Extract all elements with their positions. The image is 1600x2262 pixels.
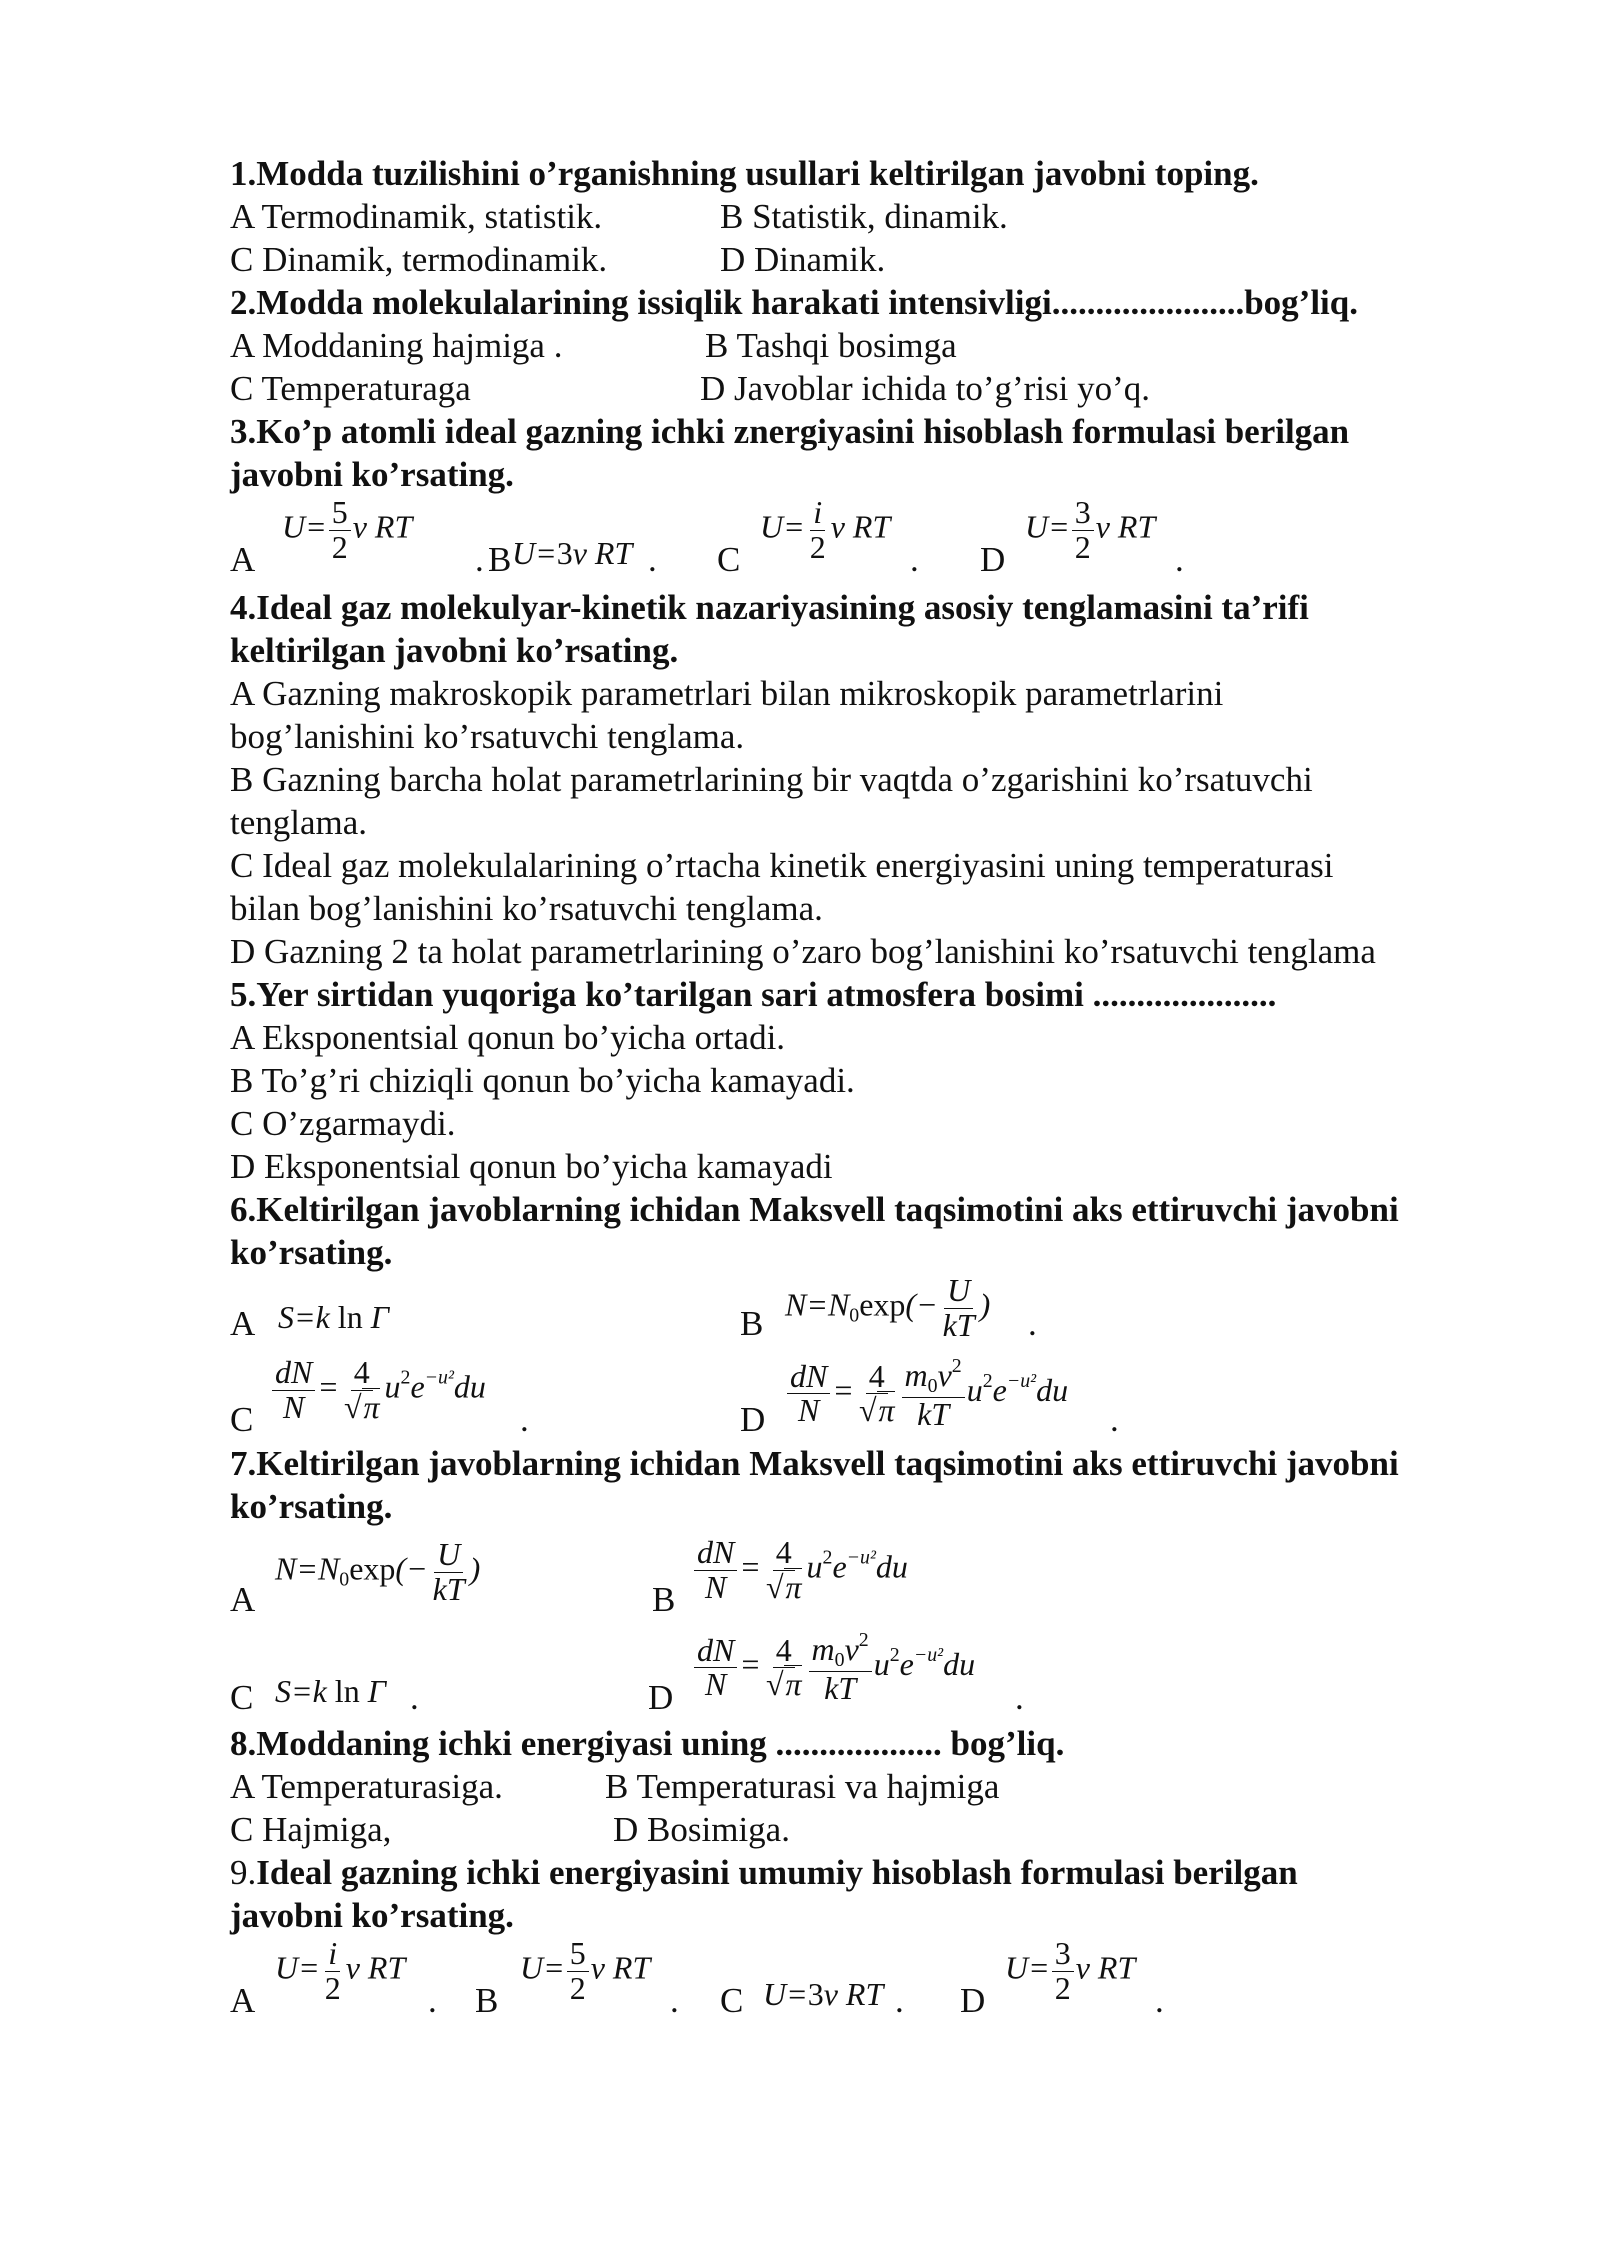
option-b: B Statistik, dinamik.	[720, 197, 1008, 236]
option-c: C Hajmiga,	[230, 1810, 392, 1849]
formula-a: U= $\frac{5}{2}$ ν RT	[282, 494, 413, 565]
question-1-options-row-2	[230, 238, 1530, 281]
question-7-formulas-row-1	[230, 1528, 1530, 1626]
question-2: 2.Modda molekulalarining issiqlik harakati intensivligi......................bog’liq.	[230, 283, 1358, 322]
option-d-label: D	[980, 540, 1006, 579]
question-6-formulas-row-2: C $\frac{dN}{N}$ = $\frac{4}{√\pi}$ $u^2e^{-u^2}du$ . D $\frac{dN}{N}$ = $\frac{4}{√\pi}$ $\frac{m_0v^2}{kT}$ $u^2e^{-u^2}du$ .	[230, 1354, 1119, 1439]
question-3-line-2: javobni ko’rsating.	[230, 455, 514, 494]
option-d: D Dinamik.	[720, 240, 886, 279]
option-a-label: A	[230, 1981, 256, 2020]
question-7-line-1: 7.Keltirilgan javoblarning ichidan Maksvell taqsimotini aks ettiruvchi javobni	[230, 1444, 1399, 1483]
question-9-text: Ideal gazning ichki energiyasini umumiy hisoblash formulasi berilgan	[256, 1853, 1298, 1892]
question-4-line-2: keltirilgan javobni ko’rsating.	[230, 631, 679, 670]
question-5-option-c: C O’zgarmaydi.	[230, 1104, 456, 1143]
question-6-line-1: 6.Keltirilgan javoblarning ichidan Maksvell taqsimotini aks ettiruvchi javobni	[230, 1190, 1399, 1229]
option-a: A Temperaturasiga.	[230, 1767, 503, 1806]
option-c-label: C	[230, 1678, 254, 1717]
option-b-label: B	[475, 1981, 499, 2020]
question-9-line-2: javobni ko’rsating.	[230, 1896, 514, 1935]
question-8-options-row-1	[230, 1765, 1530, 1808]
question-4-option-text: tenglama.	[230, 803, 368, 842]
formula-d: $\frac{dN}{N}$ = $\frac{4}{√\pi}$ $\frac{m_0v^2}{kT}$ $u^2e^{-u^2}du$	[692, 1630, 975, 1705]
question-1-options-row-1	[230, 195, 1530, 238]
question-9-number: 9.	[230, 1853, 257, 1892]
question-5-option-a: A Eksponentsial qonun bo’yicha ortadi.	[230, 1018, 786, 1057]
option-c-label: C	[717, 540, 741, 579]
question-4-option-text: bilan bog’lanishini ko’rsatuvchi tenglama.	[230, 889, 823, 928]
option-d-label: D	[648, 1678, 674, 1717]
formula-a: $N=N_0\exp(-$ $\frac{U}{kT}$ )	[275, 1536, 481, 1607]
option-b-label: B	[652, 1580, 676, 1619]
option-b: B Tashqi bosimga	[705, 326, 957, 365]
formula-b: U= $\frac{5}{2}$ ν RT	[520, 1935, 651, 2006]
question-5-option-d: D Eksponentsial qonun bo’yicha kamayadi	[230, 1147, 833, 1186]
question-4-option-text: D Gazning 2 ta holat parametrlarining o’zaro bog’lanishini ko’rsatuvchi tenglama	[230, 932, 1376, 971]
formula-c: U=3ν RT	[763, 1976, 884, 2012]
formula-c: $\frac{dN}{N}$ = $\frac{4}{√\pi}$ $u^2e^{-u^2}du$	[270, 1356, 486, 1424]
option-d-label: D	[960, 1981, 986, 2020]
formula-a: U= $\frac{i}{2}$ ν RT	[275, 1935, 406, 2006]
option-a-label: A	[230, 540, 256, 579]
question-1: 1.Modda tuzilishini o’rganishning usullari keltirilgan javobni toping.	[230, 154, 1259, 193]
formula-b: U=3ν RT	[512, 535, 633, 571]
formula-b: $N=N_0\exp(-$ $\frac{U}{kT}$ )	[785, 1272, 991, 1343]
formula-a: S=k ln Γ	[278, 1299, 389, 1335]
option-b-label: B	[488, 540, 512, 579]
question-4-option-text: C Ideal gaz molekulalarining o’rtacha kinetik energiyasini uning temperaturasi	[230, 846, 1334, 885]
question-4-option-text: A Gazning makroskopik parametrlari bilan mikroskopik parametrlarini	[230, 674, 1224, 713]
formula-d: U= $\frac{3}{2}$ ν RT	[1005, 1935, 1136, 2006]
question-4-option-text: bog’lanishini ko’rsatuvchi tenglama.	[230, 717, 745, 756]
formula-c: U= $\frac{i}{2}$ ν RT	[760, 494, 891, 565]
option-d-label: D	[740, 1400, 766, 1439]
question-8: 8.Moddaning ichki energiyasi uning ................... bog’liq.	[230, 1724, 1065, 1763]
question-5-option-b: B To’g’ri chiziqli qonun bo’yicha kamayadi.	[230, 1061, 855, 1100]
option-d: D Bosimiga.	[613, 1810, 790, 1849]
formula-d: U= $\frac{3}{2}$ ν RT	[1025, 494, 1156, 565]
option-a: A Termodinamik, statistik.	[230, 197, 603, 236]
question-4-option-text: B Gazning barcha holat parametrlarining bir vaqtda o’zgarishini ko’rsatuvchi	[230, 760, 1313, 799]
formula-d: $\frac{dN}{N}$ = $\frac{4}{√\pi}$ $\frac{m_0v^2}{kT}$ $u^2e^{-u^2}du$	[785, 1356, 1068, 1431]
question-3-line-1: 3.Ko’p atomli ideal gazning ichki znergiyasini hisoblash formulasi berilgan	[230, 412, 1350, 451]
option-c-label: C	[720, 1981, 744, 2020]
question-9-formulas: A U= $\frac{i}{2}$ ν RT . B U= $\frac{5}{2}$ ν RT . C U=3ν RT . D U= $\frac{3}{2}$ ν RT .	[230, 1935, 1164, 2020]
option-c-label: C	[230, 1400, 254, 1439]
question-6-formulas-row-1: A S=k ln Γ B $N=N_0\exp(-$ $\frac{U}{kT}$ ) .	[230, 1272, 1037, 1343]
question-7-line-2: ko’rsating.	[230, 1487, 393, 1526]
question-2-options-row-2	[230, 367, 1530, 410]
option-a-label: A	[230, 1580, 256, 1619]
question-7-formulas-row-2: C S=k ln Γ . D $\frac{dN}{N}$ = $\frac{4}{√\pi}$ $\frac{m_0v^2}{kT}$ $u^2e^{-u^2}du$ .	[230, 1629, 1024, 1717]
option-c: C Temperaturaga	[230, 369, 471, 408]
question-5: 5.Yer sirtidan yuqoriga ko’tarilgan sari atmosfera bosimi .....................	[230, 975, 1277, 1014]
test-sheet	[230, 152, 1530, 2027]
option-a-label: A	[230, 1304, 256, 1343]
option-b-label: B	[740, 1304, 764, 1343]
question-9-line-1	[230, 1851, 1530, 1894]
question-6-line-2: ko’rsating.	[230, 1233, 393, 1272]
formula-b: $\frac{dN}{N}$ = $\frac{4}{√\pi}$ $u^2e^{-u^2}du$	[692, 1536, 908, 1604]
question-4-line-1: 4.Ideal gaz molekulyar-kinetik nazariyasining asosiy tenglamasini ta’rifi	[230, 588, 1309, 627]
question-8-options-row-2	[230, 1808, 1530, 1851]
option-c: C Dinamik, termodinamik.	[230, 240, 608, 279]
formula-c: S=k ln Γ	[275, 1673, 386, 1709]
question-2-options-row-1	[230, 324, 1530, 367]
option-a: A Moddaning hajmiga .	[230, 326, 563, 365]
option-d: D Javoblar ichida to’g’risi yo’q.	[700, 369, 1151, 408]
question-3-formulas: A U= $\frac{5}{2}$ ν RT . B U=3ν RT . C U= $\frac{i}{2}$ ν RT . D U= $\frac{3}{2}$ ν RT .	[230, 494, 1184, 579]
option-b: B Temperaturasi va hajmiga	[605, 1767, 1000, 1806]
